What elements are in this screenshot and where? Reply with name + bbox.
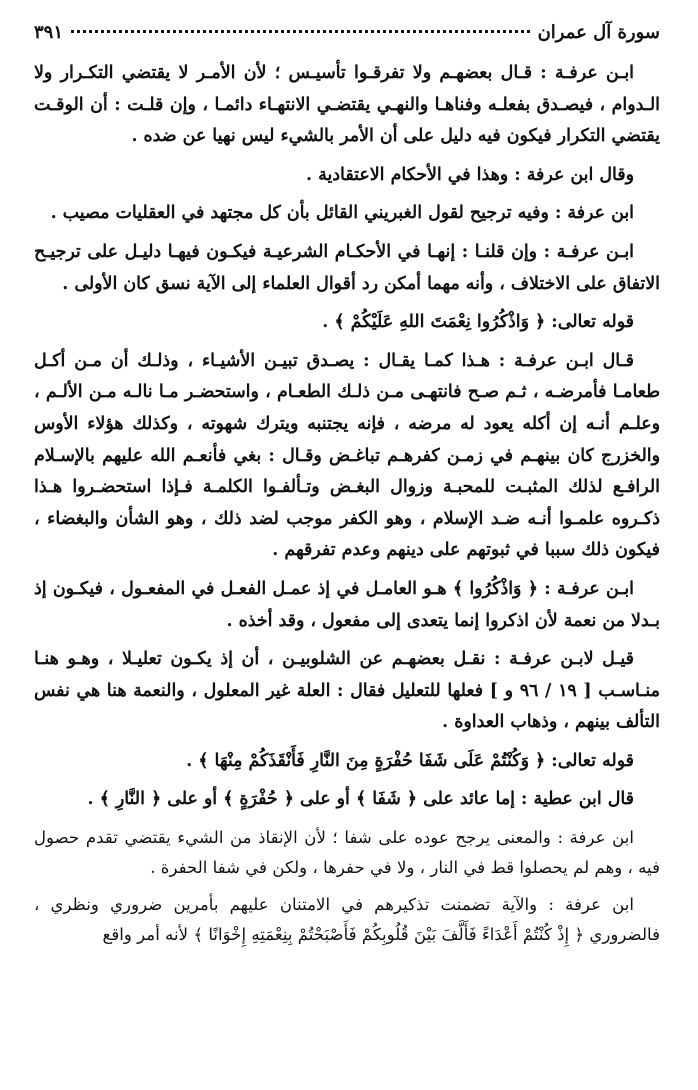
page-body	[34, 58, 660, 957]
paragraph-6: ابـن عرفـة : ﴿ وَاذْكُرُوا ﴾ هـو العامـل في إذ عمـل الفعـل في المفعـول ، فيكـون إذ بـدلا من نعمة لأن اذكروا إنما يتعدى إلى مفعول ، وقد أخذه .	[34, 578, 660, 631]
paragraph-10: ابن عرفة : والآية تضمنت تذكيرهم في الامتنان عليهم بأمرين ضروري ونظري ، فالضروري ﴿ إِذْ كُنْتُمْ أَعْدَاءً فَأَلَّفَ بَيْنَ قُلُوبِكُمْ فَأَصْبَحْتُمْ بِنِعْمَتِهِ إِخْوَانًا ﴾ لأنه أمر واقع	[34, 895, 660, 945]
paragraph-8: قال ابن عطية : إما عائد على ﴿ شَفَا ﴾ أو على ﴿ حُفْرَةٍ ﴾ أو على ﴿ النَّارِ ﴾ .	[87, 789, 634, 810]
paragraph-7: قيـل لابـن عرفـة : نقـل بعضهـم عن الشلوبيـن ، أن إذ يكـون تعليـلا ، وهـو هنـا منـاسـب [ ١٩ / ٩٦ و ] فعلها للتعليل فقال : العلة غير المعلول ، والنعمة هنا هي نفس التألف بينهم ، وذهاب العداوة .	[34, 649, 660, 733]
paragraph-9: ابن عرفة : والمعنى يرجح عوده على شفا ؛ لأن الإنقاذ من الشيء يقتضي تقدم حصول فيه ، وهم لم يحصلوا قط في النار ، ولا في حفرها ، ولكن في شفا الحفرة .	[34, 828, 660, 878]
verse-quote-2: قوله تعالى: ﴿ وَكُنْتُمْ عَلَى شَفَا حُفْرَةٍ مِنَ النَّارِ فَأَنْقَذَكُمْ مِنْهَا ﴾ .	[186, 750, 634, 771]
paragraph-4: ابـن عرفـة : وإن قلنـا : إنهـا في الأحكـام الشرعيـة فيكـون فيهـا دليـل على ترجيـح الاتفاق على الاختلاف ، وأنه مهما أمكن رد أقوال العلماء إلى الآية نسق كان الأولى .	[34, 241, 660, 294]
paragraph-1: ابـن عرفـة : قـال بعضهـم ولا تفرقـوا تأسيـس ؛ لأن الأمـر لا يقتضي التكـرار ولا الـدوام ، فيصـدق بفعلـه وفناهـا والنهـي يقتضـي الانتهـاء دائمـا ، وإن قلـت : أن الوقـت يقتضي التكرار فيكون فيه دليل على أن الأمر بالشيء ليس نهيا عن ضده .	[34, 63, 660, 147]
verse-quote-1: قوله تعالى: ﴿ وَاذْكُرُوا نِعْمَتَ اللهِ عَلَيْكُمْ ﴾ .	[322, 312, 634, 333]
page-header	[34, 22, 660, 50]
paragraph-3: ابن عرفة : وفيه ترجيح لقول الغبريني القائل بأن كل مجتهد في العقليات مصيب .	[50, 203, 634, 224]
paragraph-2: وقال ابن عرفة : وهذا في الأحكام الاعتقادية .	[306, 164, 634, 185]
page-number: ٣٩١	[34, 22, 64, 43]
header-dotted-leader	[71, 30, 530, 33]
paragraph-5: قـال ابـن عرفـة : هـذا كمـا يقـال : يصـدق تبيـن الأشيـاء ، وذلـك أن مـن أكـل طعامـا فأمرضـه ، ثـم صـح فانتهـى مـن ذلـك الطعـام ، واستحضـر مـا نالـه مـن الألـم ، وعلـم أنـه إن أكله يعود له مرضه ، فإنه يجتنبه ويترك شهوته ، وكذلك هؤلاء الأوس والخزرج كان بينهـم في زمـن كفرهـم تباغـض وقـال : بغي فأنعـم الله عليهم بالإسـلام الرافـع لذلك المثبـت للمحبـة وزوال البغـض وتـألفـوا الكلمـة فـإذا استحضـروا هـذا ذكـروه علمـوا أنـه ضـد الإسلام ، وهو الكفر موجب لضد ذلك ، وهو الشأن والبغضاء ، فيكون ذلك سببا في ثبوتهم على دينهم وعدم تفرقهم .	[34, 350, 660, 561]
surah-title: سورة آل عمران	[537, 22, 660, 43]
